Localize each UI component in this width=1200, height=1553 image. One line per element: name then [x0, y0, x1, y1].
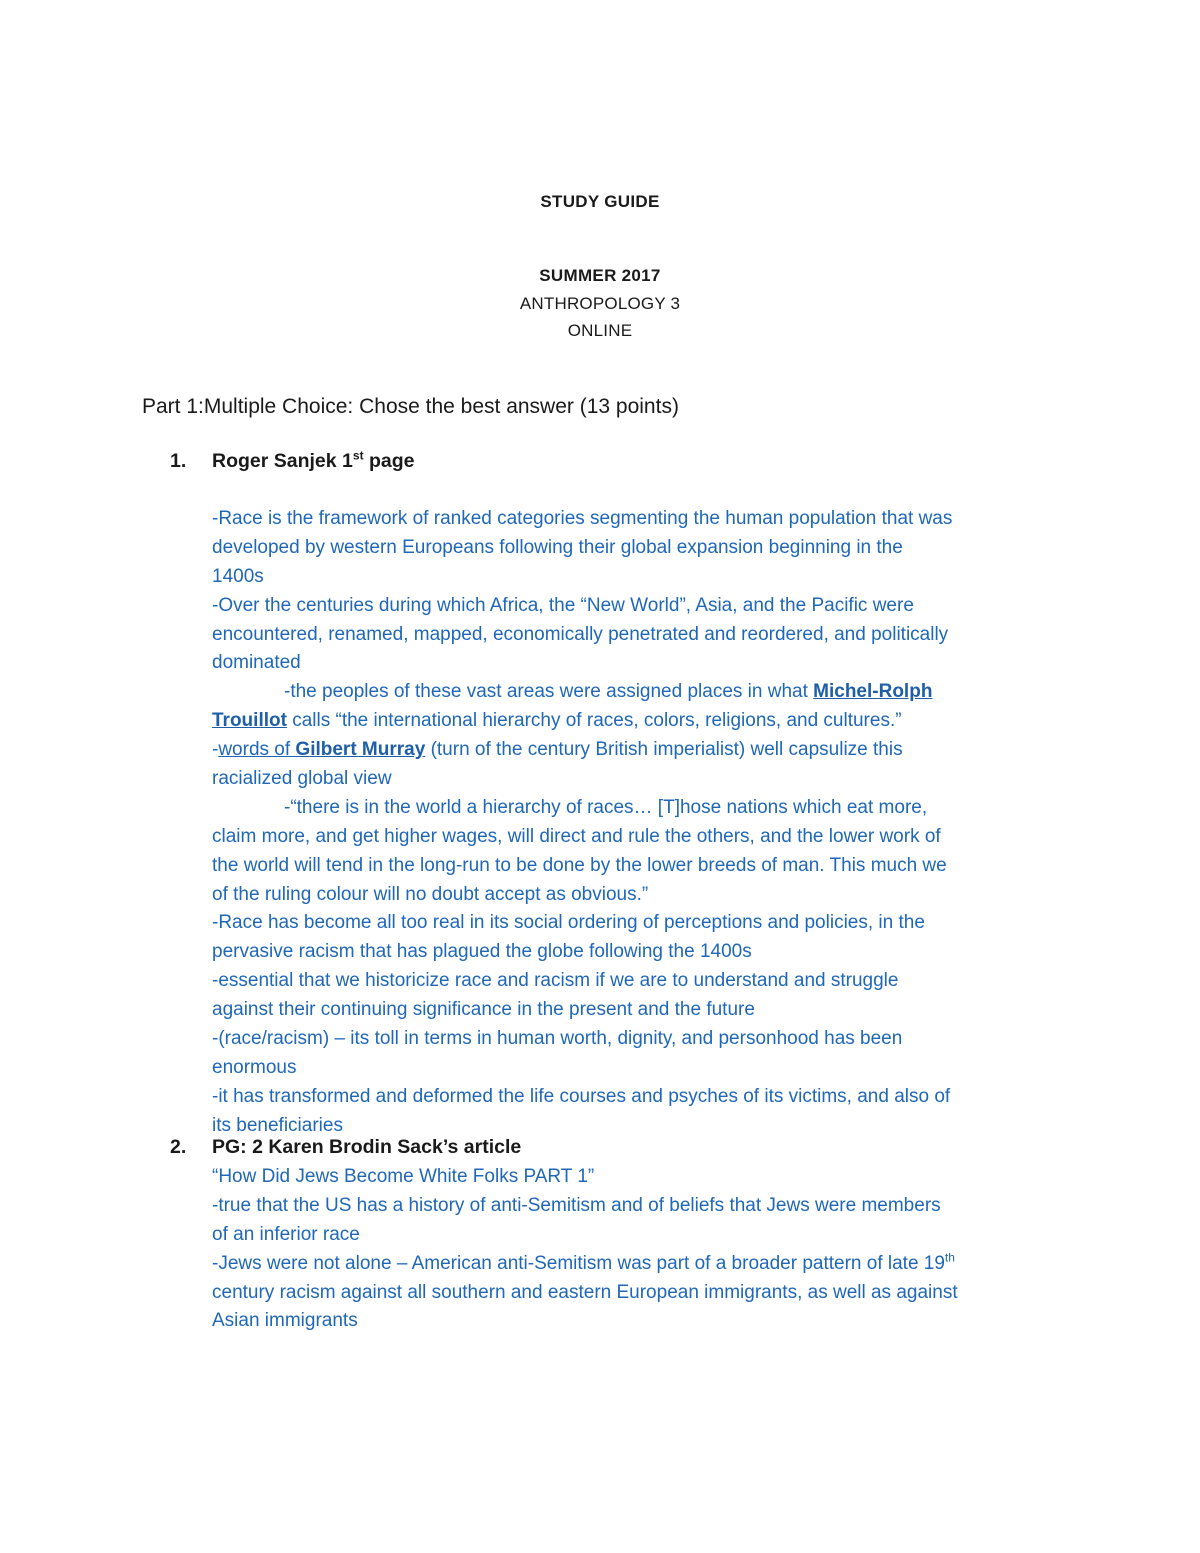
note-line: -Race is the framework of ranked categories segmenting the human population that was: [212, 508, 953, 529]
note-line: [212, 707, 1082, 736]
question-1-notes: [212, 505, 1082, 1141]
note-text: calls “the international hierarchy of races, colors, religions, and cultures.”: [286, 710, 902, 732]
note-line: the world will tend in the long-run to be done by the lower breeds of man. This much we: [212, 854, 947, 876]
note-line: encountered, renamed, mapped, economically penetrated and reordered, and politically: [212, 623, 949, 645]
question-2-heading: [170, 1136, 521, 1159]
note-line: [212, 736, 1082, 765]
note-line: -essential that we historicize race and racism if we are to understand and struggle: [212, 970, 899, 992]
note-line: of an inferior race: [212, 1223, 360, 1245]
trouillot-link[interactable]: Michel-Rolph: [813, 681, 933, 703]
note-line: -“there is in the world a hierarchy of races… [T]hose nations which eat more,: [284, 796, 928, 818]
note-line: [212, 678, 1082, 707]
question-1-number: 1.: [170, 450, 187, 472]
note-line: -true that the US has a history of anti-Semitism and of beliefs that Jews were members: [212, 1194, 941, 1216]
course-label: ANTHROPOLOGY 3: [519, 294, 681, 313]
note-line: [212, 1250, 1082, 1279]
note-line: its beneficiaries: [212, 1114, 343, 1136]
note-line: enormous: [212, 1056, 297, 1078]
note-line: Asian immigrants: [212, 1310, 358, 1332]
term-label: SUMMER 2017: [539, 266, 661, 285]
note-line: -(race/racism) – its toll in terms in human worth, dignity, and personhood has been: [212, 1028, 903, 1050]
document-title: STUDY GUIDE: [540, 192, 660, 211]
note-line: claim more, and get higher wages, will direct and rule the others, and the lower work of: [212, 825, 941, 847]
question-1-title-end: page: [363, 450, 415, 472]
note-line: against their continuing significance in the present and the future: [212, 999, 755, 1021]
note-line: racialized global view: [212, 768, 392, 790]
trouillot-link-continued[interactable]: Trouillot: [212, 710, 287, 732]
note-line: of the ruling colour will no doubt accept as obvious.”: [212, 883, 649, 905]
note-text: -the peoples of these vast areas were assigned places in what: [284, 681, 814, 703]
note-text: -: [212, 739, 219, 761]
note-line: century racism against all southern and eastern European immigrants, as well as against: [212, 1281, 958, 1303]
question-2-number: 2.: [170, 1136, 187, 1158]
note-line: -Over the centuries during which Africa, the “New World”, Asia, and the Pacific were: [212, 594, 914, 616]
question-2-notes: [212, 1163, 1082, 1336]
question-1-heading: [170, 450, 415, 473]
note-line: “How Did Jews Become White Folks PART 1”: [212, 1166, 595, 1187]
question-2-title: PG: 2 Karen Brodin Sack’s article: [212, 1136, 522, 1158]
note-line: -Race has become all too real in its social ordering of perceptions and policies, in the: [212, 912, 925, 934]
part1-heading: Part 1:Multiple Choice: Chose the best answer (13 points): [142, 395, 679, 418]
note-line: pervasive racism that has plagued the globe following the 1400s: [212, 941, 752, 963]
note-line: dominated: [212, 652, 301, 674]
question-1-title-sup: st: [352, 448, 364, 463]
note-line: 1400s: [212, 565, 264, 587]
note-text: (turn of the century British imperialist) well capsulize this: [425, 739, 903, 761]
question-1-title-main: Roger Sanjek 1: [212, 450, 353, 472]
gilbert-murray-link[interactable]: Gilbert Murray: [295, 739, 426, 761]
note-line: developed by western Europeans following their global expansion beginning in the: [212, 536, 903, 558]
note-line: -it has transformed and deformed the life courses and psyches of its victims, and also of: [212, 1085, 951, 1107]
words-of-underlined: words of: [218, 739, 296, 761]
note-superscript: th: [944, 1250, 955, 1265]
note-text: -Jews were not alone – American anti-Semitism was part of a broader pattern of late 19: [212, 1252, 945, 1274]
mode-label: ONLINE: [567, 321, 633, 340]
